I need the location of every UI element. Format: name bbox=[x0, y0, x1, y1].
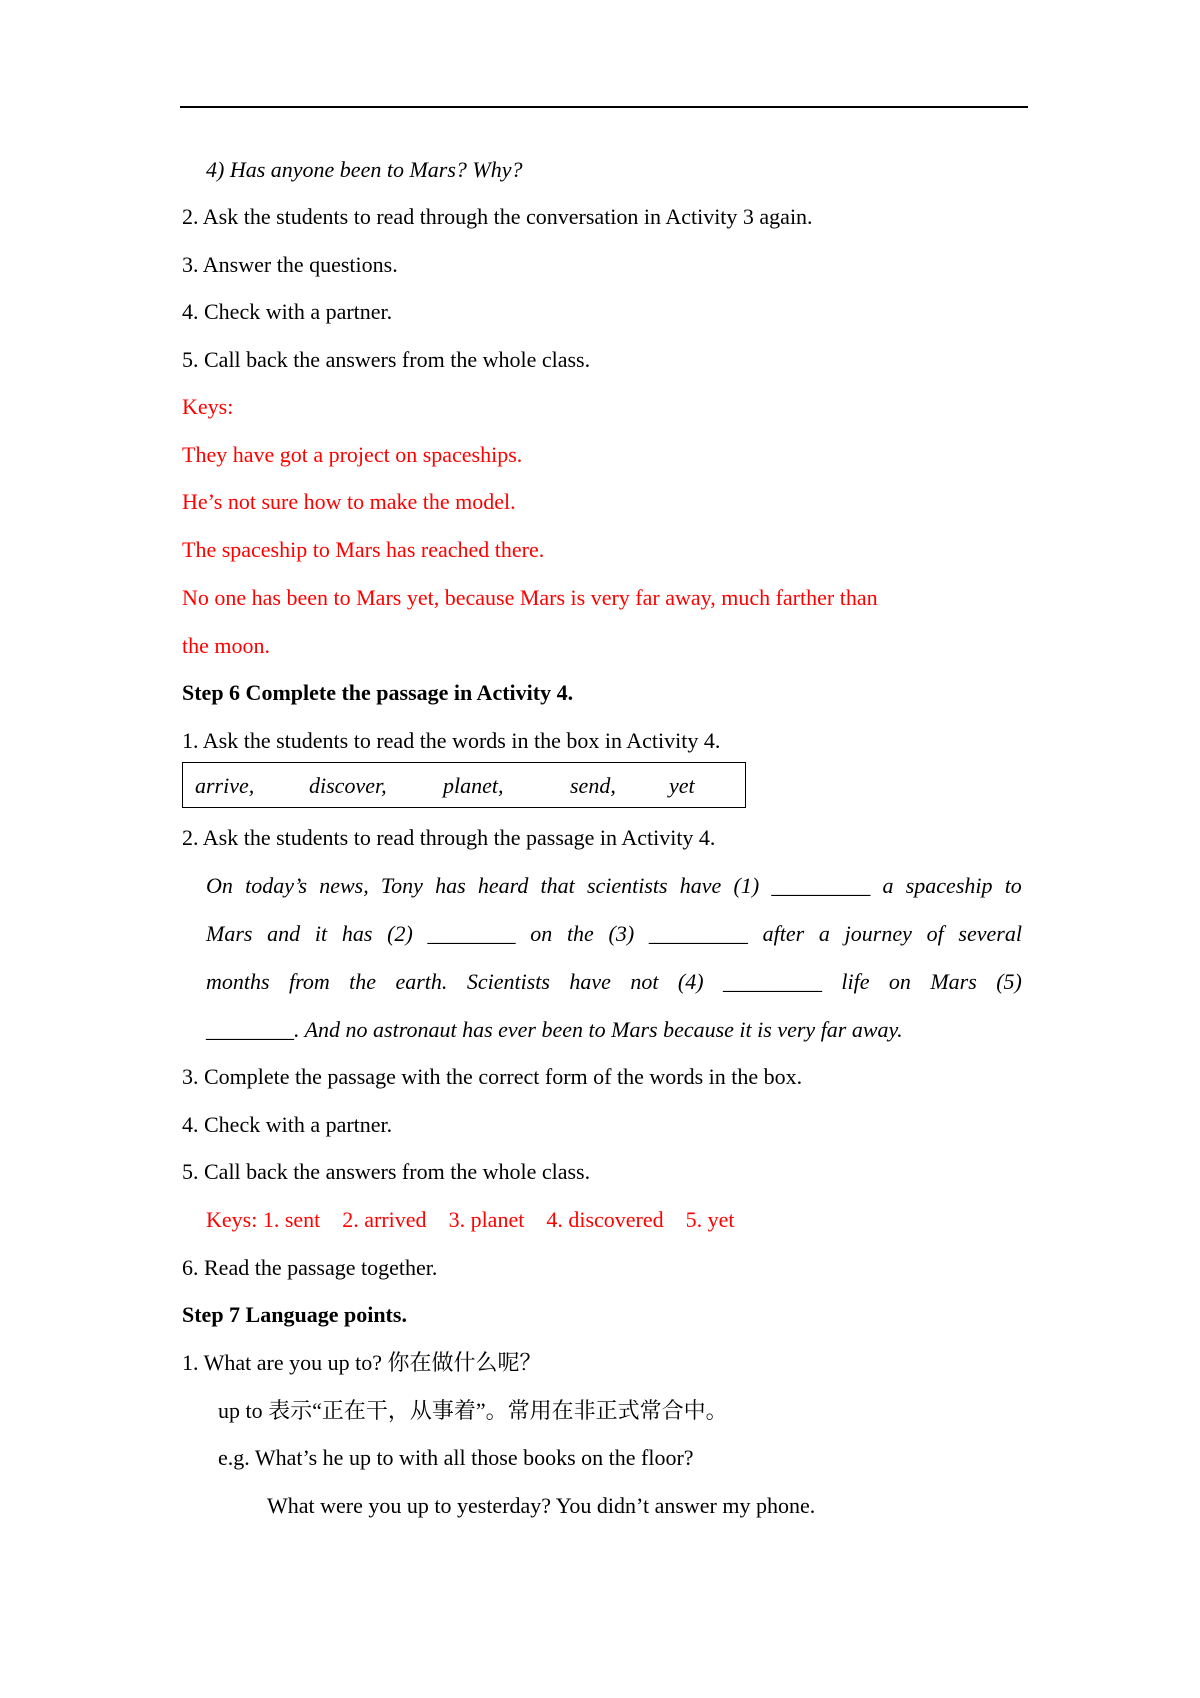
box-word: discover, bbox=[309, 773, 387, 798]
step5-item-2: 2. Ask the students to read through the conversation in Activity 3 again. bbox=[182, 204, 813, 229]
step6-item-1: 1. Ask the students to read the words in the box in Activity 4. bbox=[182, 728, 721, 753]
passage-line-1: On today’s news, Tony has heard that scientists have (1) _________ a spaceship to bbox=[206, 873, 1022, 898]
box-word: planet, bbox=[443, 773, 504, 798]
step5-item-4: 4. Check with a partner. bbox=[182, 299, 393, 324]
key-answer-3: The spaceship to Mars has reached there. bbox=[182, 537, 545, 562]
key-answer-4: No one has been to Mars yet, because Mars is very far away, much farther than bbox=[182, 585, 878, 610]
question-4: 4) Has anyone been to Mars? Why? bbox=[206, 157, 523, 182]
box-word: yet bbox=[669, 773, 695, 798]
step7-example-1: e.g. What’s he up to with all those books on the floor? bbox=[218, 1445, 694, 1470]
word-box bbox=[182, 762, 746, 808]
passage-line-4: ________. And no astronaut has ever been to Mars because it is very far away. bbox=[206, 1017, 903, 1042]
step6-item-5: 5. Call back the answers from the whole class. bbox=[182, 1159, 591, 1184]
header-rule bbox=[180, 106, 1028, 108]
step6-item-2: 2. Ask the students to read through the passage in Activity 4. bbox=[182, 825, 716, 850]
step6-item-3: 3. Complete the passage with the correct form of the words in the box. bbox=[182, 1064, 803, 1089]
step7-item-1: 1. What are you up to? 你在做什么呢？ bbox=[182, 1350, 542, 1375]
step5-item-3: 3. Answer the questions. bbox=[182, 252, 398, 277]
step6-item-4: 4. Check with a partner. bbox=[182, 1112, 393, 1137]
step5-item-5: 5. Call back the answers from the whole class. bbox=[182, 347, 591, 372]
keys-label: Keys: bbox=[182, 394, 234, 419]
key-answer-1: They have got a project on spaceships. bbox=[182, 442, 523, 467]
passage-line-3: months from the earth. Scientists have not (4) _________ life on Mars (5) bbox=[206, 969, 1022, 994]
step6-keys: Keys: 1. sent 2. arrived 3. planet 4. discovered 5. yet bbox=[206, 1207, 735, 1232]
box-word: send, bbox=[570, 773, 616, 798]
step6-item-6: 6. Read the passage together. bbox=[182, 1255, 438, 1280]
step7-heading: Step 7 Language points. bbox=[182, 1302, 407, 1327]
step6-heading: Step 6 Complete the passage in Activity 4. bbox=[182, 680, 574, 705]
passage-line-2: Mars and it has (2) ________ on the (3) _________ after a journey of several bbox=[206, 921, 1022, 946]
key-answer-2: He’s not sure how to make the model. bbox=[182, 489, 516, 514]
box-word: arrive, bbox=[195, 773, 255, 798]
key-answer-4-cont: the moon. bbox=[182, 633, 270, 658]
step7-note: up to 表示“正在干，从事着”。常用在非正式常合中。 bbox=[218, 1398, 728, 1423]
step7-example-2: What were you up to yesterday? You didn’t answer my phone. bbox=[267, 1493, 816, 1518]
